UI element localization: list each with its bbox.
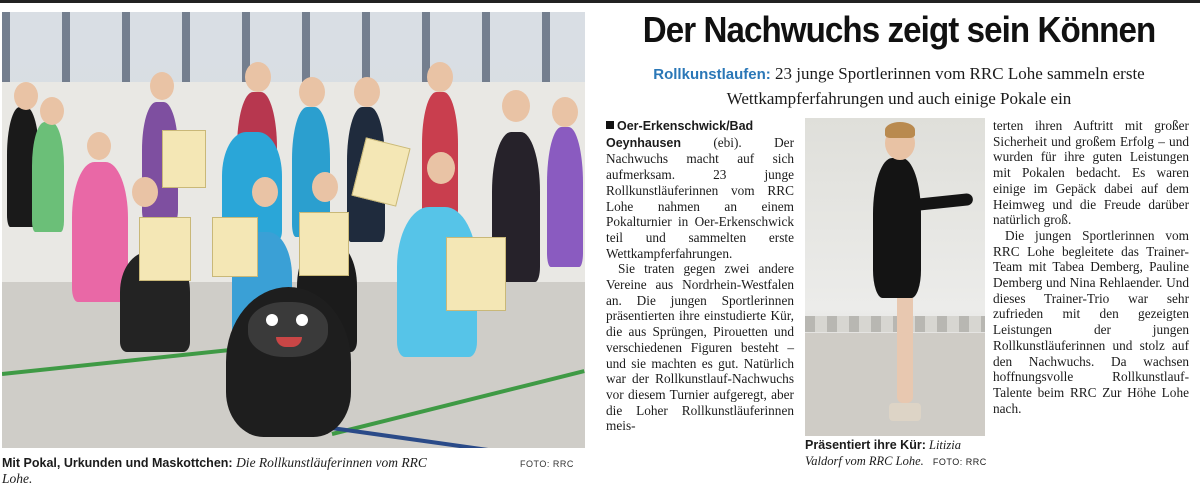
paragraph: Sie traten gegen zwei andere Vereine aus Nordrhein-Westfalen an. Die jungen Sportlerinnen präsentierten ihre einstudierte Kür, die aus Sprüngen, Pirouetten und verschiedenen Figuren besteht – und sie machten es gut. Natürlich war der Rollkunstlauf-Nachwuchs vor diesem Turnier aufgeregt, aber die Loher Rollkunstläuferinnen meis- — [606, 261, 794, 434]
bullet-square-icon — [606, 121, 614, 129]
top-rule — [0, 0, 1200, 3]
article-column-1 — [606, 118, 794, 434]
photo-credit: FOTO: RRC — [520, 459, 574, 469]
certificate — [139, 217, 191, 281]
skater-hair — [885, 122, 915, 138]
mascot-mole — [226, 287, 351, 437]
group-photo-caption — [2, 455, 452, 487]
article-column-3 — [993, 118, 1189, 416]
kicker: Rollkunstlaufen: — [653, 66, 771, 83]
skater-figure — [72, 162, 128, 302]
caption-text: Litizia Valdorf vom RRC Lohe. — [805, 438, 961, 468]
skater-head — [252, 177, 278, 207]
skater-photo-caption — [805, 437, 990, 470]
skater-head — [427, 152, 455, 184]
dateline: Oer-Erkenschwick/Bad Oeynhausen — [606, 119, 754, 150]
photo-credit: FOTO: RRC — [932, 457, 987, 467]
byline: (ebi). — [713, 134, 742, 150]
caption-lead: Präsentiert ihre Kür: — [805, 438, 926, 452]
subheadline — [600, 62, 1198, 111]
paragraph: Die jungen Sportlerinnen vom RRC Lohe begleitete das Trainer-Team mit Tabea Demberg, Pauline Demberg und Nina Rehlaender. Und dieses Trainer-Trio war sehr zufrieden mit den gezeigten Leistungen der jungen Rollkunstläuferinnen und stolz auf den Nachwuchs. Da wachsen hoffnungsvolle Rollkunstlauf-Talente beim RRC Zur Höhe Lohe nach. — [993, 227, 1189, 416]
paragraph: terten ihren Auftritt mit großer Sicherheit und großem Erfolg – und wurden für ihre guten Leistungen mit Pokalen bedacht. Es waren einige im Gepäck dabei auf dem Heimweg und die Freude darüber natürlich groß. — [993, 118, 1189, 228]
photo-window-band — [2, 12, 585, 82]
mascot-mouth — [276, 337, 302, 347]
skater-head — [552, 97, 578, 127]
skater-head — [245, 62, 271, 92]
skater-head — [427, 62, 453, 92]
skater-head — [299, 77, 325, 107]
skater-head — [40, 97, 64, 125]
skater-head — [502, 90, 530, 122]
skater-figure — [32, 122, 64, 232]
skater-figure — [547, 127, 583, 267]
skate-icon — [889, 403, 921, 421]
skater-head — [150, 72, 174, 100]
skater-leg — [897, 293, 913, 403]
headline: Der Nachwuchs zeigt sein Können — [642, 9, 1156, 50]
subheadline-text: 23 junge Sportlerinnen vom RRC Lohe sammeln erste Wettkampferfahrungen und auch einige Pokale ein — [726, 64, 1145, 108]
skater-head — [312, 172, 338, 202]
certificate — [162, 130, 206, 188]
skater-dress — [873, 158, 921, 298]
photo-rail — [805, 316, 985, 332]
skater-photo — [805, 118, 985, 436]
skater-head — [87, 132, 111, 160]
caption-text: Die Rollkunstläuferinnen vom RRC Lohe. — [2, 455, 427, 486]
certificate — [446, 237, 506, 311]
certificate — [212, 217, 258, 277]
skater-arm — [913, 193, 974, 211]
caption-lead: Mit Pokal, Urkunden und Maskottchen: — [2, 456, 233, 470]
mascot-eye — [296, 314, 308, 326]
skater-head — [132, 177, 158, 207]
mascot-face — [248, 302, 328, 357]
skater-head — [14, 82, 38, 110]
certificate — [299, 212, 349, 276]
mascot-eye — [266, 314, 278, 326]
skater-head — [354, 77, 380, 107]
lead-paragraph — [606, 118, 794, 261]
group-photo — [2, 12, 585, 448]
paragraph-text: Der Nachwuchs macht auf sich aufmerksam. 23 junge Rollkunstläuferinnen vom RRC Lohe nahmen an einem Pokalturnier in Oer-Erkenschwick teil und sammelten erste Wettkampferfahrungen. — [606, 134, 794, 261]
